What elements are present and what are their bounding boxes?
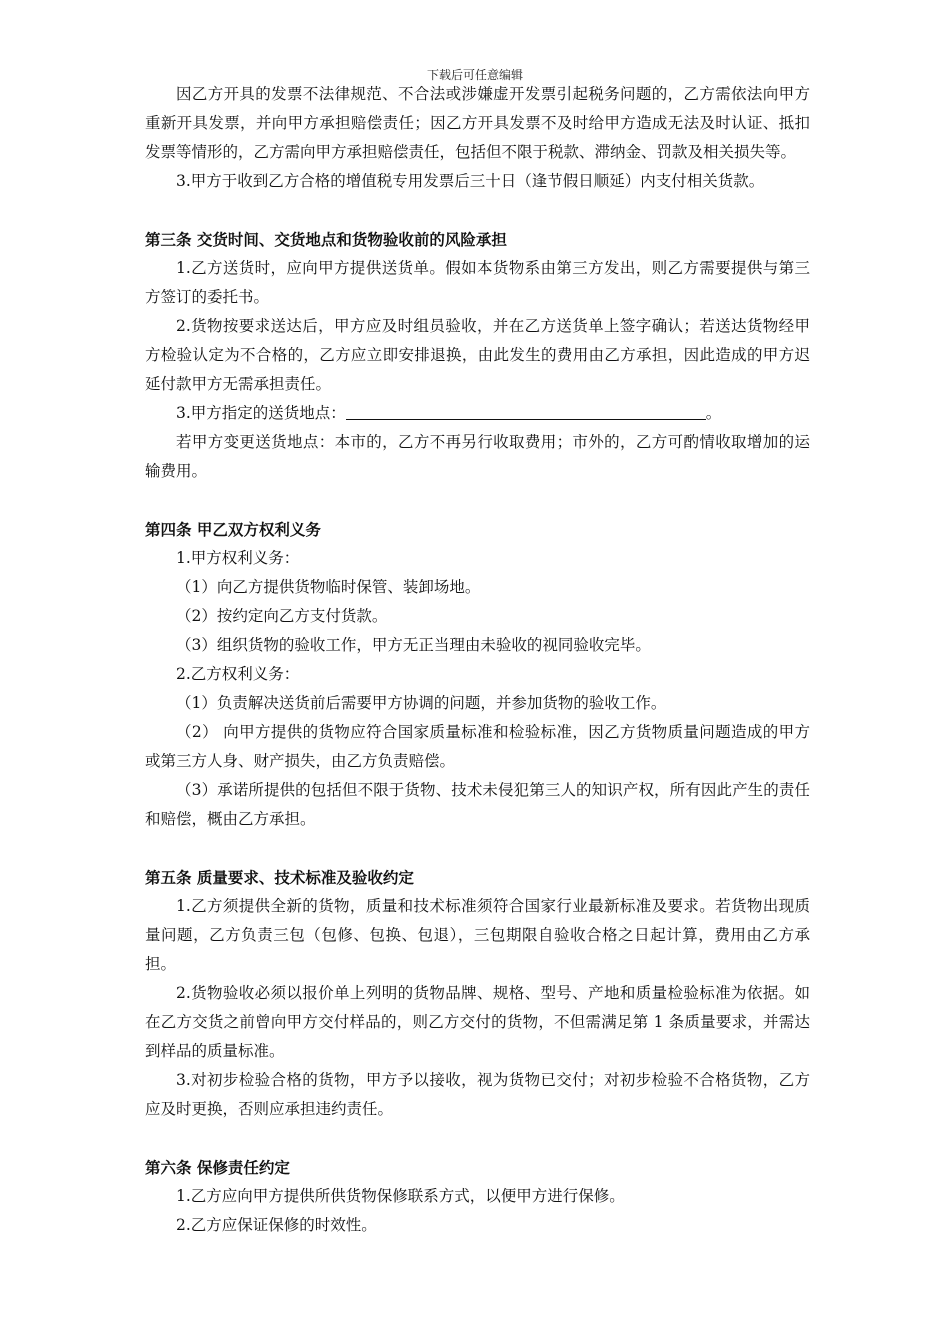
party-a-item-1: （1）向乙方提供货物临时保管、装卸场地。 (176, 578, 481, 596)
party-a-item-2: （2）按约定向乙方支付货款。 (176, 607, 388, 625)
page-header: 下载后可任意编辑 (426, 68, 523, 82)
article-6-heading: 第六条 保修责任约定 (145, 1158, 290, 1177)
contract-body (145, 80, 810, 1240)
party-b-item-1: （1）负责解决送货前后需要甲方协调的问题，并参加货物的验收工作。 (176, 694, 667, 712)
party-b-rights-title: 2.乙方权利义务： (176, 665, 300, 683)
article-6-item-2: 2.乙方应保证保修的时效性。 (176, 1216, 377, 1234)
payment-term-paragraph: 3.甲方于收到乙方合格的增值税专用发票后三十日（逢节假日顺延）内支付相关货款。 (176, 172, 765, 190)
article-3-item-2: 2.货物按要求送达后，甲方应及时组员验收，并在乙方送货单上签字确认；若送达货物经甲方检验认定为不合格的，乙方应立即安排退换，由此发生的费用由乙方承担，因此造成的甲方迟延付款甲方无需承担责任。 (145, 317, 810, 393)
article-5-heading: 第五条 质量要求、技术标准及验收约定 (145, 868, 414, 887)
article-4-heading: 第四条 甲乙双方权利义务 (145, 520, 321, 539)
article-3-heading: 第三条 交货时间、交货地点和货物验收前的风险承担 (145, 230, 507, 249)
delivery-location-end: 。 (705, 404, 722, 422)
article-5-item-2: 2.货物验收必须以报价单上列明的货物品牌、规格、型号、产地和质量检验标准为依据。如在乙方交货之前曾向甲方交付样品的，则乙方交付的货物，不但需满足第 1 条质量要求，并需达到样品的质量标准。 (145, 984, 810, 1060)
article-6-item-1: 1.乙方应向甲方提供所供货物保修联系方式，以便甲方进行保修。 (176, 1187, 625, 1205)
party-b-item-3: （3）承诺所提供的包括但不限于货物、技术未侵犯第三人的知识产权，所有因此产生的责任和赔偿，概由乙方承担。 (145, 781, 810, 828)
article-5-item-1: 1.乙方须提供全新的货物，质量和技术标准须符合国家行业最新标准及要求。若货物出现质量问题，乙方负责三包（包修、包换、包退），三包期限自验收合格之日起计算，费用由乙方承担。 (145, 897, 810, 973)
article-3-item-3 (145, 399, 810, 428)
delivery-location-label: 3.甲方指定的送货地点： (176, 404, 346, 422)
party-b-item-2: （2） 向甲方提供的货物应符合国家质量标准和检验标准，因乙方货物质量问题造成的甲方或第三方人身、财产损失，由乙方负责赔偿。 (145, 723, 810, 770)
party-a-rights-title: 1.甲方权利义务： (176, 549, 300, 567)
article-3-change-location: 若甲方变更送货地点：本市的，乙方不再另行收取费用；市外的，乙方可酌情收取增加的运输费用。 (145, 433, 810, 480)
article-3-item-1: 1.乙方送货时，应向甲方提供送货单。假如本货物系由第三方发出，则乙方需要提供与第三方签订的委托书。 (145, 259, 810, 306)
party-a-item-3: （3）组织货物的验收工作，甲方无正当理由未验收的视同验收完毕。 (176, 636, 651, 654)
delivery-location-blank (346, 403, 706, 420)
invoice-liability-paragraph: 因乙方开具的发票不法律规范、不合法或涉嫌虚开发票引起税务问题的，乙方需依法向甲方重新开具发票，并向甲方承担赔偿责任；因乙方开具发票不及时给甲方造成无法及时认证、抵扣发票等情形的，乙方需向甲方承担赔偿责任，包括但不限于税款、滞纳金、罚款及相关损失等。 (145, 85, 810, 161)
article-5-item-3: 3.对初步检验合格的货物，甲方予以接收，视为货物已交付；对初步检验不合格货物，乙方应及时更换，否则应承担违约责任。 (145, 1071, 810, 1118)
